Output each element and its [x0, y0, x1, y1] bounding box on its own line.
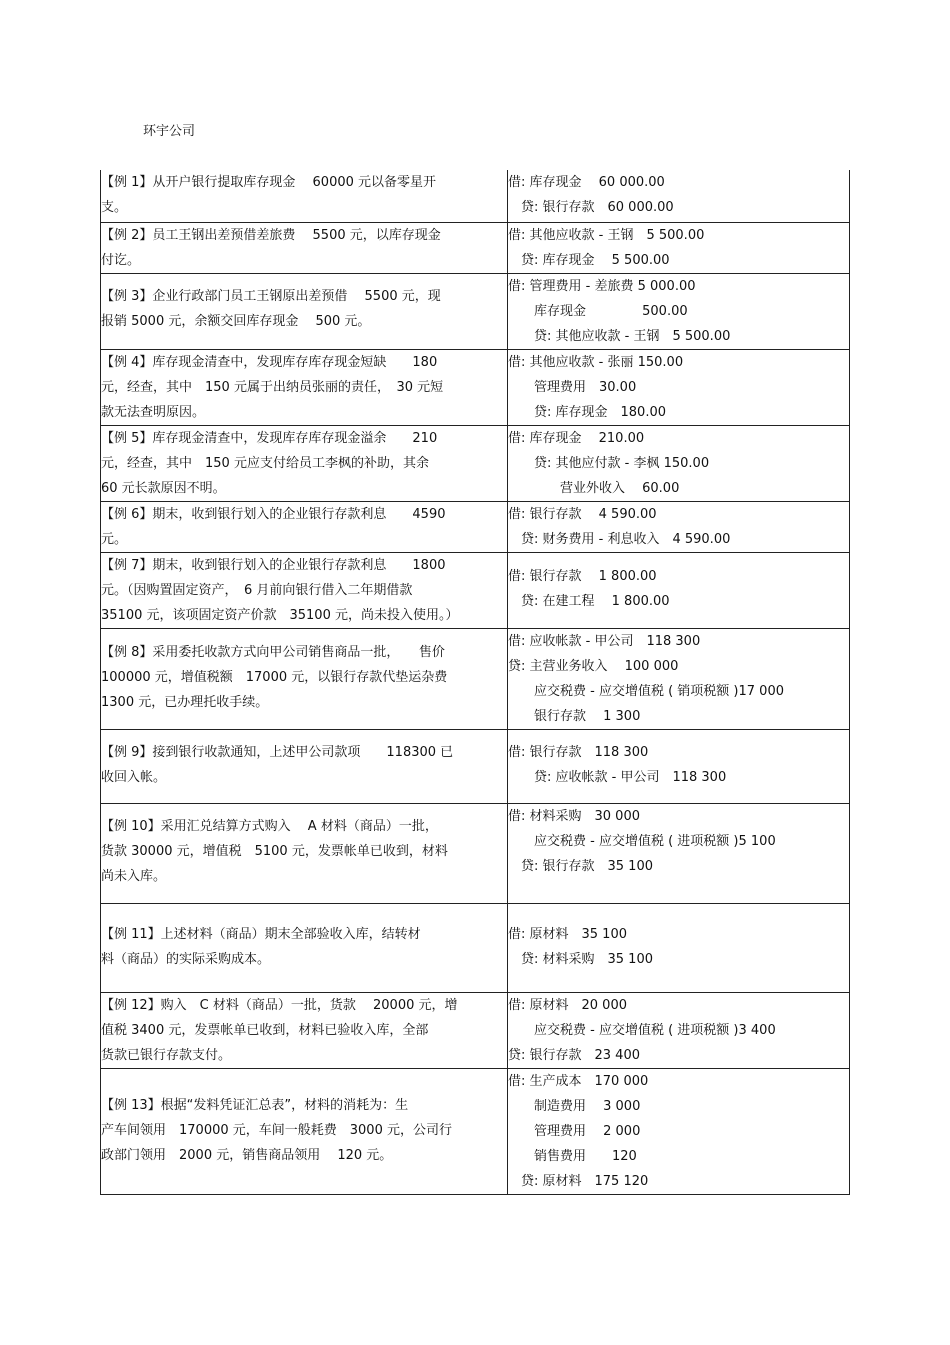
journal-entry: 借: 原材料 20 000 应交税费 - 应交增值税 ( 进项税额 )3 400 贷: 银行存款 23 400	[508, 992, 850, 1068]
journal-entry: 借: 应收帐款 - 甲公司 118 300 贷: 主营业务收入 100 000 应交税费 - 应交增值税 ( 销项税额 )17 000 银行存款 1 300	[508, 628, 850, 729]
table-row	[101, 273, 850, 349]
example-description: 【例 11】上述材料（商品）期末全部验收入库，结转材 料（商品）的实际采购成本。	[101, 903, 508, 992]
journal-entry: 借: 管理费用 - 差旅费 5 000.00 库存现金 500.00 贷: 其他应收款 - 王钢 5 500.00	[508, 273, 850, 349]
example-description: 【例 9】接到银行收款通知，上述甲公司款项 118300 已 收回入帐。	[101, 729, 508, 803]
table-row	[101, 992, 850, 1068]
table-row	[101, 349, 850, 425]
journal-entry: 借: 原材料 35 100 贷: 材料采购 35 100	[508, 903, 850, 992]
table-row	[101, 1068, 850, 1194]
example-description: 【例 5】库存现金清查中，发现库存库存现金溢余 210 元，经查，其中 150 元应支付给员工李枫的补助，其余 60 元长款原因不明。	[101, 425, 508, 501]
example-description: 【例 7】期末，收到银行划入的企业银行存款利息 1800 元。（因购置固定资产， 6 月前向银行借入二年期借款 35100 元，该项固定资产价款 35100 元，尚未投入使用。）	[101, 552, 508, 628]
example-description: 【例 1】从开户银行提取库存现金 60000 元以备零星开 支。	[101, 170, 508, 222]
journal-entry: 借: 库存现金 60 000.00 贷: 银行存款 60 000.00	[508, 170, 850, 222]
company-name: 环宇公司	[143, 124, 196, 139]
journal-entry: 借: 其他应收款 - 王钢 5 500.00 贷: 库存现金 5 500.00	[508, 222, 850, 273]
journal-entry: 借: 银行存款 1 800.00 贷: 在建工程 1 800.00	[508, 552, 850, 628]
journal-entry: 借: 材料采购 30 000 应交税费 - 应交增值税 ( 进项税额 )5 100 贷: 银行存款 35 100	[508, 803, 850, 903]
journal-entries-table	[100, 170, 850, 1195]
example-description: 【例 13】根据“发料凭证汇总表”，材料的消耗为：生 产车间领用 170000 元，车间一般耗费 3000 元，公司行 政部门领用 2000 元，销售商品领用 120 元。	[101, 1068, 508, 1194]
table-row	[101, 425, 850, 501]
table-row	[101, 501, 850, 552]
table-row	[101, 903, 850, 992]
journal-entry: 借: 其他应收款 - 张丽 150.00 管理费用 30.00 贷: 库存现金 180.00	[508, 349, 850, 425]
example-description: 【例 12】购入 C 材料（商品）一批，货款 20000 元，增 值税 3400 元，发票帐单已收到，材料已验收入库，全部 货款已银行存款支付。	[101, 992, 508, 1068]
table-row	[101, 729, 850, 803]
example-description: 【例 3】企业行政部门员工王钢原出差预借 5500 元，现 报销 5000 元，余额交回库存现金 500 元。	[101, 273, 508, 349]
journal-entry: 借: 银行存款 4 590.00 贷: 财务费用 - 利息收入 4 590.00	[508, 501, 850, 552]
table-row	[101, 170, 850, 222]
journal-entry: 借: 银行存款 118 300 贷: 应收帐款 - 甲公司 118 300	[508, 729, 850, 803]
example-description: 【例 4】库存现金清查中，发现库存库存现金短缺 180 元，经查，其中 150 元属于出纳员张丽的责任， 30 元短 款无法查明原因。	[101, 349, 508, 425]
journal-entry: 借: 生产成本 170 000 制造费用 3 000 管理费用 2 000 销售费用 120 贷: 原材料 175 120	[508, 1068, 850, 1194]
table-row	[101, 803, 850, 903]
example-description: 【例 10】采用汇兑结算方式购入 A 材料（商品）一批， 货款 30000 元，增值税 5100 元，发票帐单已收到，材料 尚未入库。	[101, 803, 508, 903]
example-description: 【例 2】员工王钢出差预借差旅费 5500 元，以库存现金 付讫。	[101, 222, 508, 273]
example-description: 【例 6】期末，收到银行划入的企业银行存款利息 4590 元。	[101, 501, 508, 552]
table-row	[101, 628, 850, 729]
example-description: 【例 8】采用委托收款方式向甲公司销售商品一批， 售价 100000 元，增值税额 17000 元，以银行存款代垫运杂费 1300 元，已办理托收手续。	[101, 628, 508, 729]
table-row	[101, 552, 850, 628]
journal-entry: 借: 库存现金 210.00 贷: 其他应付款 - 李枫 150.00 营业外收入 60.00	[508, 425, 850, 501]
table-row	[101, 222, 850, 273]
